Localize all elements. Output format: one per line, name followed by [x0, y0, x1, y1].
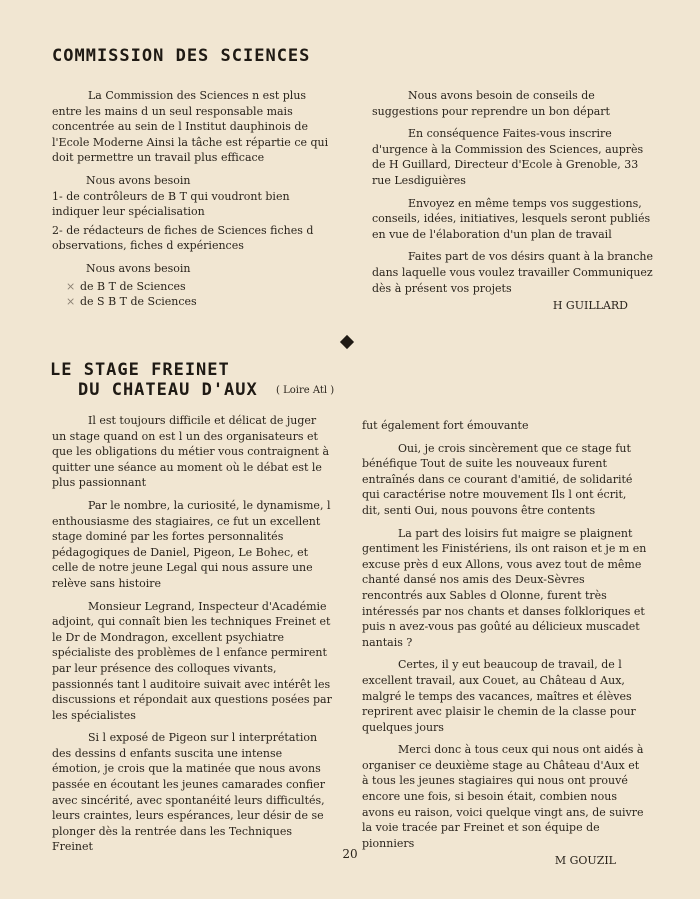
section2-left-p1: Il est toujours difficile et délicat de juger un stage quand on est l un des organisateurs et que les obligations du métier vous contraignent à quitter une séance au moment où le débat est le plus passionnant [52, 414, 330, 490]
section2-title-line1: LE STAGE FREINET [50, 360, 230, 380]
section1-left-column [52, 88, 336, 310]
section2-left-p2: Par le nombre, la curiosité, le dynamisme, l enthousiasme des stagiaires, ce fut un excellent stage dominé par les fortes personnalités pédagogiques de Daniel, Pigeon, Le Bohec, et celle de notre jeune Legal qui nous assure une relève sans histoire [52, 498, 331, 590]
section2-right-p3: La part des loisirs fut maigre se plaignent gentiment les Finistériens, ils ont raison et je m en excuse près d eux Allons, vous avez tout de même chanté dansé nos amis des Deux-Sèvres rencontrés aux Sables d Olonne, furent très intéressés par nos chants et danses folkloriques et puis n avez-vous pas goûté au délicieux muscadet nantais ? [362, 526, 647, 649]
section2-right-p5: Merci donc à tous ceux qui nous ont aidés à organiser ce deuxième stage au Château d'Aux et à tous les jeunes stagiaires qui nous ont prouvé encore une fois, si besoin était, combien nous avons eu raison, voici quelque vingt ans, de suivre la voie tracée par Freinet et son équipe de pionniers [362, 743, 644, 850]
section1-list-item [52, 294, 336, 310]
signature-guillard: H GUILLARD [552, 299, 628, 313]
section2-right-p2: Oui, je crois sincèrement que ce stage fut bénéfique Tout de suite les nouveaux furent entraînés dans ce courant d'amitié, de solidarité qui caractérise notre mouvement Ils l ont écrit, dit, senti Oui, nous pouvons être contents [362, 441, 633, 517]
section2-title-note: ( Loire Atl ) [276, 385, 335, 396]
cross-mark-icon: × [66, 295, 76, 309]
section1-left-item2: 2- de rédacteurs de fiches de Sciences fiches d observations, fiches d expériences [52, 223, 314, 253]
section1-left-item1: 1- de contrôleurs de B T qui voudront bien indiquer leur spécialisation [52, 189, 290, 219]
section2-left-p3: Monsieur Legrand, Inspecteur d'Académie adjoint, qui connaît bien les techniques Freinet et le Dr de Mondragon, excellent psychiatre spécialiste des problèmes de l enfance permirent par leur présence des colloques vivants, passionnés tant l auditoire suivait avec intérêt les discussions et répondait aux questions posées par les spécialistes [52, 599, 332, 722]
section1-left-lead1: Nous avons besoin [86, 173, 191, 187]
signature-gouzil: M GOUZIL [554, 854, 616, 868]
section1-right-p1: Nous avons besoin de conseils de suggestions pour reprendre un bon départ [372, 89, 610, 118]
section2-right-p4: Certes, il y eut beaucoup de travail, de l excellent travail, aux Couet, au Château d Aux, malgré le temps des vacances, maîtres et élèves reprirent avec plaisir le chemin de la classe pour quelques jours [362, 658, 636, 734]
section1-list-item-label: de S B T de Sciences [80, 295, 197, 309]
section1-left-p1: La Commission des Sciences n est plus entre les mains d un seul responsable mais concentrée au sein de l Institut dauphinois de l'Ecole Moderne Ainsi la tâche est répartie ce qui doit permettre un travail plus efficace [52, 89, 329, 165]
page-number: 20 [342, 847, 358, 861]
cross-mark-icon: × [66, 279, 76, 293]
section1-left-lead2: Nous avons besoin [86, 261, 191, 275]
section1-right-column [372, 88, 656, 314]
section1-right-p2: En conséquence Faites-vous inscrire d'urgence à la Commission des Sciences, auprès de H Guillard, Directeur d'Ecole à Grenoble, 33 rue Lesdiguières [372, 127, 644, 187]
section2-title-line2: DU CHATEAU D'AUX [78, 380, 258, 400]
diamond-separator-icon [340, 335, 354, 349]
section2-left-column [52, 413, 332, 862]
section1-list-item-label: de B T de Sciences [80, 279, 186, 293]
section1-right-p3: Envoyez en même temps vos suggestions, conseils, idées, initiatives, lesquels seront publiés en vue de l'élaboration d'un plan de travail [372, 196, 651, 241]
section1-list-item [52, 279, 336, 295]
section2-right-column [362, 418, 648, 869]
section2-left-p4: Si l exposé de Pigeon sur l interprétation des dessins d enfants suscita une intense émotion, je crois que la matinée que nous avons passée en écoutant les jeunes camarades confier avec sincérité, avec spontanéité leurs difficultés, leurs craintes, leurs espérances, leur désir de se plonger dès la rentrée dans les Techniques Freinet [52, 731, 325, 854]
section2-right-p1: fut également fort émouvante [362, 419, 529, 432]
section1-right-p4: Faites part de vos désirs quant à la branche dans laquelle vous voulez travailler Communiquez dès à présent vos projets [372, 250, 653, 295]
section1-title: COMMISSION DES SCIENCES [52, 46, 311, 66]
